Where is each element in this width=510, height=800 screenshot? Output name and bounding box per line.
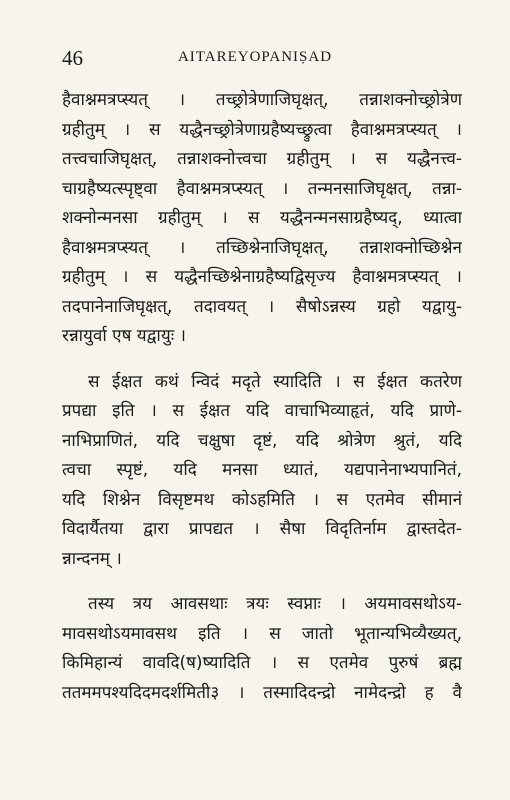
text-line: ग्रहीतुम् । स यद्धैनच्छिश्नेनाग्रहैष्यद्विसृज्य हैवाश्नमत्रप्स्यत् । — [62, 267, 462, 287]
sanskrit-text — [62, 86, 462, 708]
text-line: न्नान्दनम् । — [62, 548, 122, 569]
page-header — [56, 42, 454, 68]
text-line: विदार्यैतया द्वारा प्रापद्यत । सैषा विदृतिर्नाम द्वास्तदेत- — [62, 519, 462, 539]
text-line: यदि शिश्नेन विसृष्टमथ कोऽहमिति । स एतमेव सीमानं — [62, 489, 462, 510]
paragraph-1 — [62, 86, 462, 352]
text-line: प्रपद्या इति । स ईक्षत यदि वाचाभिव्याहृतं, यदि प्राणे- — [62, 401, 462, 421]
text-line: हैवाश्नमत्रप्स्यत् । तच्छिश्नेनाजिघृक्षत्, तन्नाशक्नोच्छिश्नेन — [62, 237, 462, 258]
paragraph-2 — [62, 368, 462, 575]
text-line: किमिहान्यं वावदि(ष)ष्यादिति । स एतमेव पुरुषं ब्रह्म — [62, 653, 462, 673]
text-line: त्वचा स्पृष्टं, यदि मनसा ध्यातं, यद्यपानेनाभ्यपानितं, — [62, 460, 462, 480]
running-head: AITAREYOPANIṢAD — [177, 49, 333, 65]
text-line: शक्नोन्मनसा ग्रहीतुम् । स यद्धैनन्मनसाग्रहैष्यद्, ध्यात्वा — [62, 208, 462, 228]
text-line: तत्त्वचाजिघृक्षत्, तन्नाशक्नोत्त्वचा ग्रहीतुम् । स यद्धैनत्त्व- — [62, 149, 462, 169]
text-line: हैवाश्नमत्रप्स्यत् । तच्छ्रोत्रेणाजिघृक्षत्, तन्नाशक्नोच्छ्रोत्रेण — [62, 90, 462, 110]
text-line: तस्य त्रय आवसथाः त्रयः स्वप्नाः । अयमावसथोऽय- — [88, 594, 462, 614]
text-line: स ईक्षत कथं न्विदं मदृते स्यादिति । स ईक्षत कतरेण — [88, 371, 462, 392]
page-number: 46 — [62, 46, 83, 70]
text-line: मावसथोऽयमावसथ इति । स जातो भूतान्यभिव्यैख्यत्, — [62, 623, 462, 644]
paragraph-3 — [62, 590, 462, 708]
text-line: तदपानेनाजिघृक्षत्, तदावयत् । सैषोऽन्नस्य ग्रहो यद्वायु- — [62, 296, 462, 317]
text-line: नाभिप्राणितं, यदि चक्षुषा दृष्टं, यदि श्रोत्रेण श्रुतं, यदि — [62, 430, 462, 451]
text-line: ततममपश्यदिदमदर्शमिती३ । तस्मादिदन्द्रो नामेदन्द्रो ह वै — [62, 682, 462, 703]
text-line: रन्नायुर्वा एष यद्वायुः । — [62, 326, 186, 346]
text-line: ग्रहीतुम् । स यद्धैनच्छ्रोत्रेणाग्रहैष्यच्छ्रुत्वा हैवाश्नमत्रप्स्यत् । — [62, 119, 462, 140]
text-line: चाग्रहैष्यत्स्पृष्ट्वा हैवाश्नमत्रप्स्यत् । तन्मनसाजिघृक्षत्, तन्ना- — [62, 178, 462, 199]
